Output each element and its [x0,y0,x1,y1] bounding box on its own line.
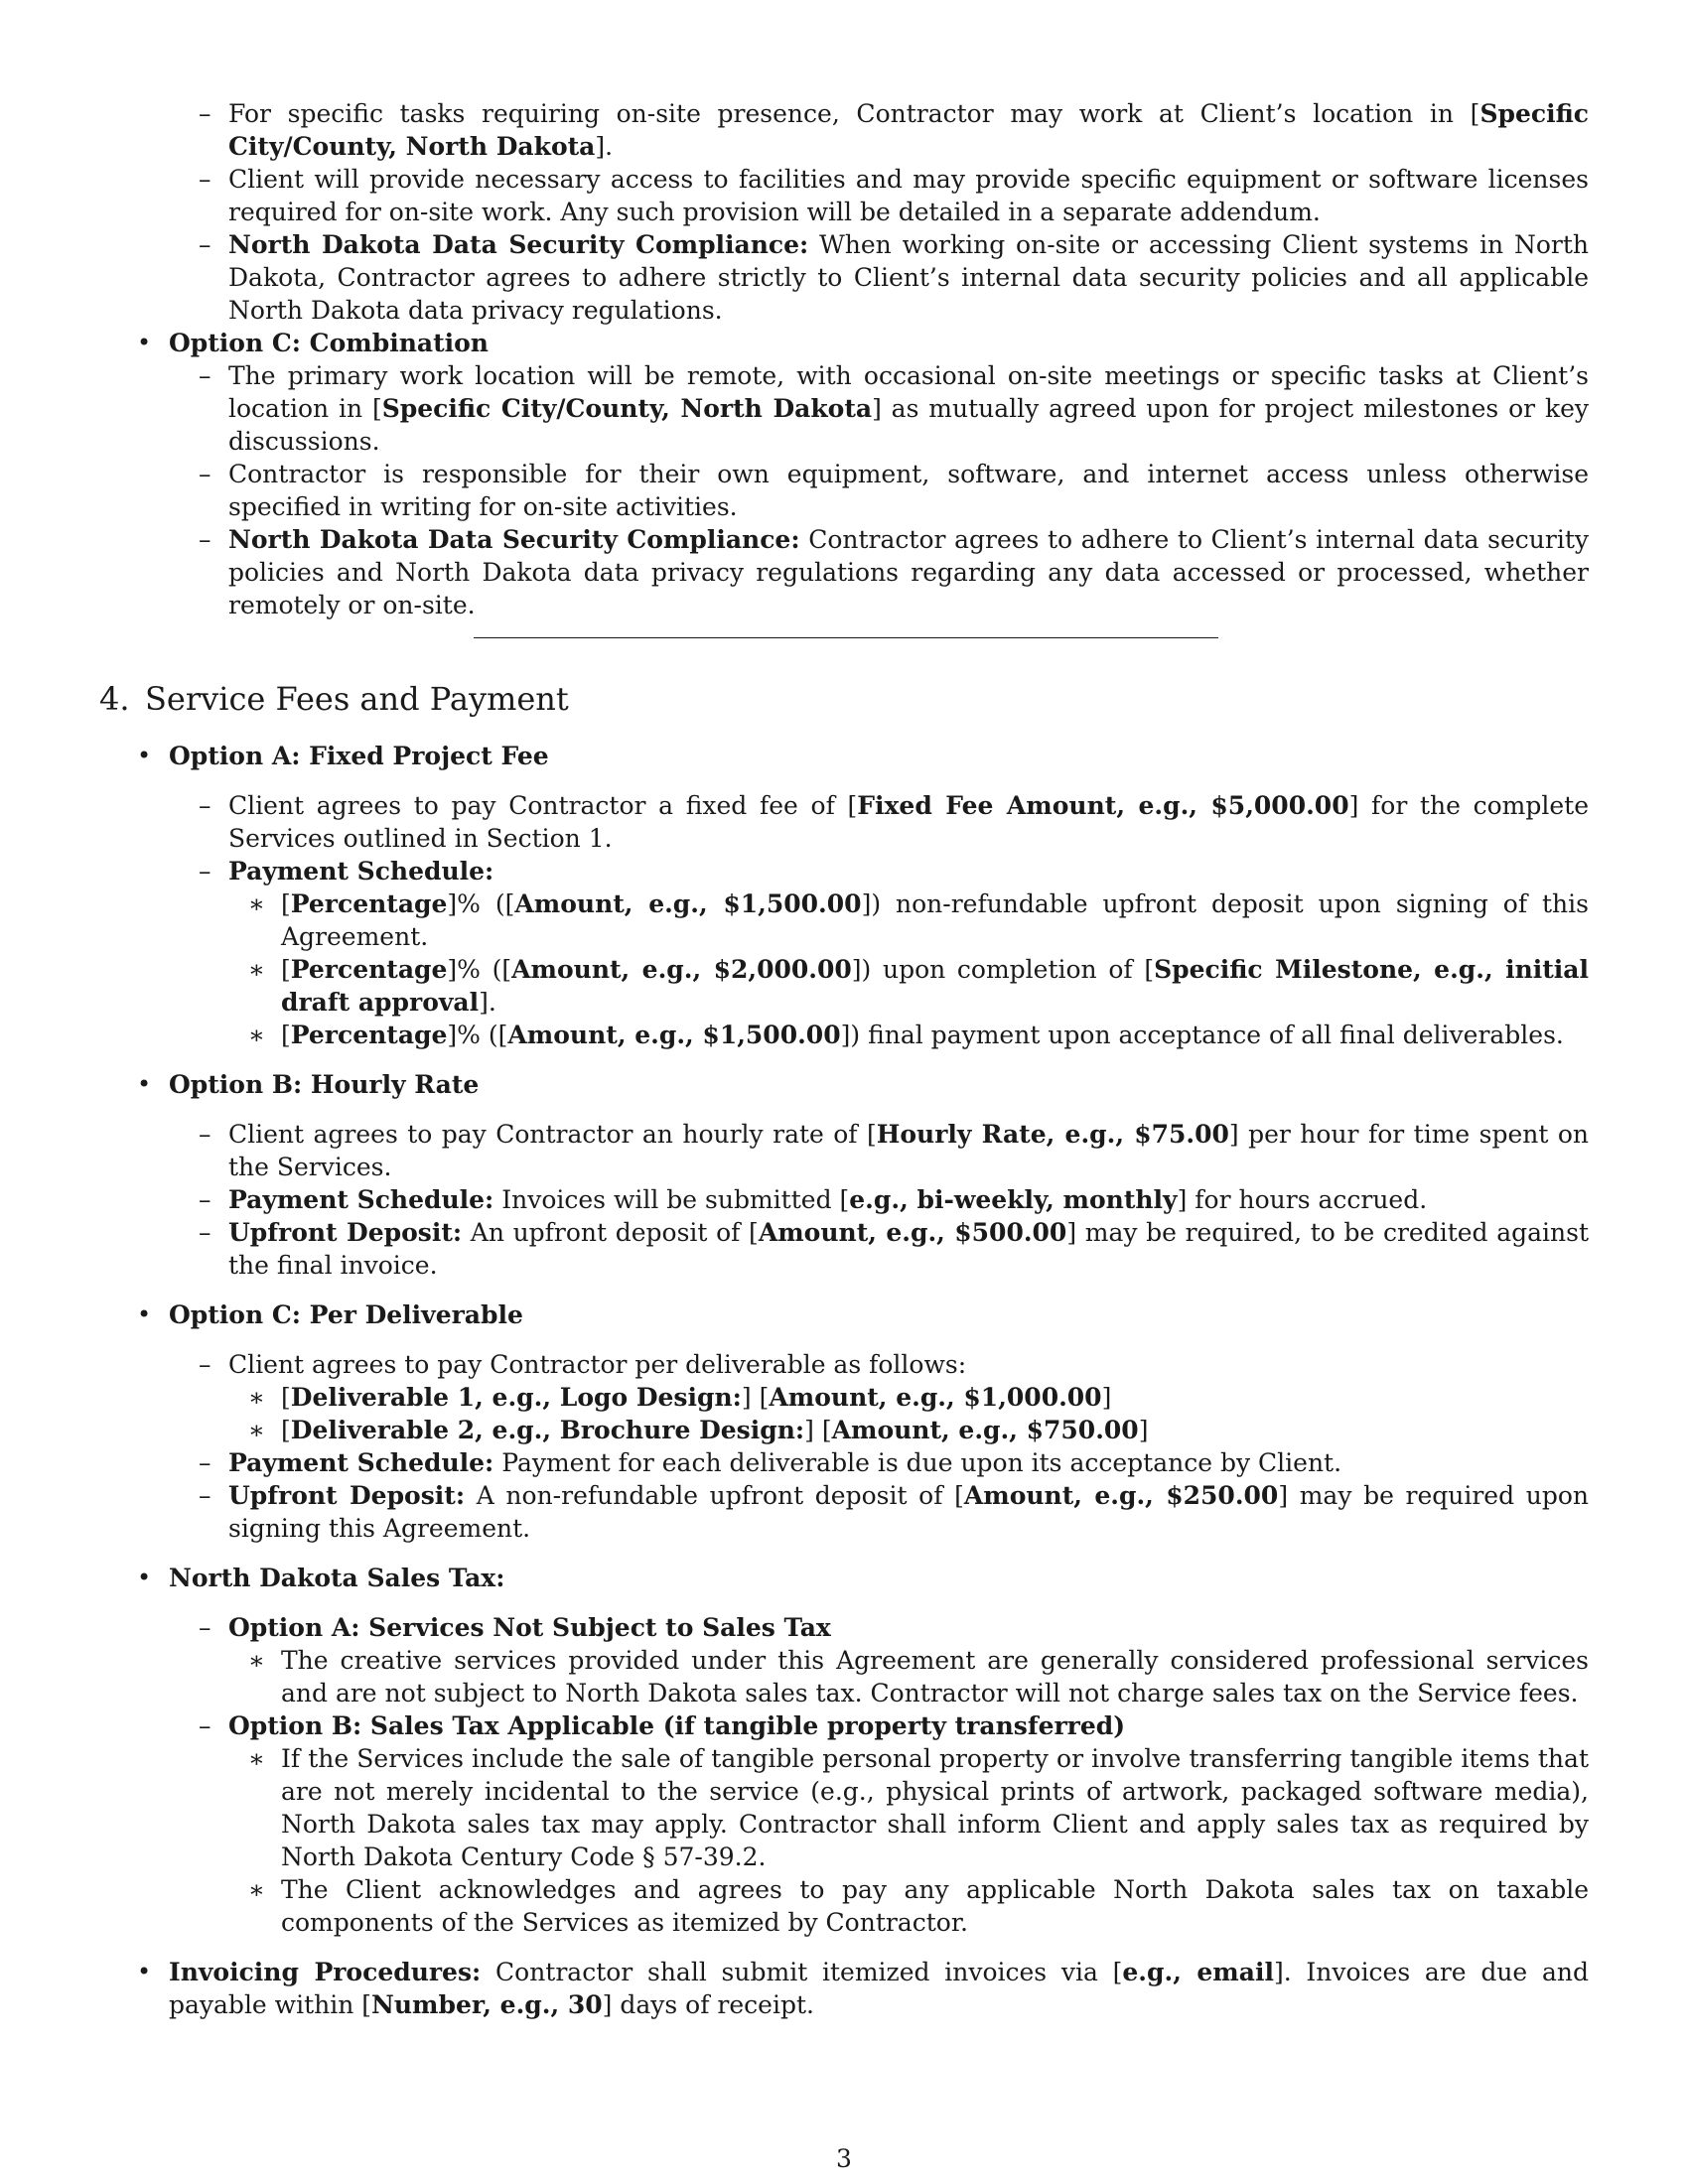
list-item: – Client agrees to pay Contractor an hourly rate of [Hourly Rate, e.g., $75.00] per hour for time spent on the Services. [99,1118,1589,1183]
list-item: ∗ The creative services provided under this Agreement are generally considered professional services and are not subject to North Dakota sales tax. Contractor will not charge sales tax on the Service fees. [99,1644,1589,1709]
section-heading: 4. Service Fees and Payment [99,680,569,718]
option-c-combination: • Option C: Combination [99,327,1589,359]
option-a-fixed-fee: • Option A: Fixed Project Fee [99,740,1589,772]
list-item: – For specific tasks requiring on-site presence, Contractor may work at Client’s location in [Specific City/County, North Dakota]. [99,97,1589,163]
list-item: – Option B: Sales Tax Applicable (if tangible property transferred) [99,1709,1589,1742]
horizontal-divider [474,637,1218,638]
list-item: ∗ [Deliverable 1, e.g., Logo Design:] [Amount, e.g., $1,000.00] [99,1381,1589,1414]
list-item: ∗ [Deliverable 2, e.g., Brochure Design:] [Amount, e.g., $750.00] [99,1414,1589,1446]
list-item: ∗ The Client acknowledges and agrees to pay any applicable North Dakota sales tax on taxable components of the Services as itemized by Contractor. [99,1873,1589,1939]
list-item: ∗ If the Services include the sale of tangible personal property or involve transferring tangible items that are not merely incidental to the service (e.g., physical prints of artwork, packaged software media), North Dakota sales tax may apply. Contractor shall inform Client and apply sales tax as required by North Dakota Century Code § 57-39.2. [99,1742,1589,1873]
list-item: – North Dakota Data Security Compliance: Contractor agrees to adhere to Client’s internal data security policies and North Dakota data privacy regulations regarding any data accessed or processed, whether remotely or on-site. [99,523,1589,621]
north-dakota-sales-tax: • North Dakota Sales Tax: [99,1562,1589,1594]
list-item: – Payment Schedule: Invoices will be submitted [e.g., bi-weekly, monthly] for hours accrued. [99,1183,1589,1216]
option-b-hourly-rate: • Option B: Hourly Rate [99,1068,1589,1101]
list-item: – Upfront Deposit: An upfront deposit of [Amount, e.g., $500.00] may be required, to be credited against the final invoice. [99,1216,1589,1282]
page-number: 3 [836,2144,852,2173]
option-c-per-deliverable: • Option C: Per Deliverable [99,1298,1589,1331]
list-item: – Option A: Services Not Subject to Sales Tax [99,1611,1589,1644]
service-fees-section [99,740,1589,2021]
list-item: – Client agrees to pay Contractor per deliverable as follows: [99,1348,1589,1381]
list-item: – North Dakota Data Security Compliance: When working on-site or accessing Client systems in North Dakota, Contractor agrees to adhere strictly to Client’s internal data security policies and all applicable North Dakota data privacy regulations. [99,228,1589,327]
list-item: – The primary work location will be remote, with occasional on-site meetings or specific tasks at Client’s location in [Specific City/County, North Dakota] as mutually agreed upon for project milestones or key discussions. [99,359,1589,458]
list-item: – Client will provide necessary access to facilities and may provide specific equipment or software licenses required for on-site work. Any such provision will be detailed in a separate addendum. [99,163,1589,228]
invoicing-procedures: • Invoicing Procedures: Contractor shall submit itemized invoices via [e.g., email]. Invoices are due and payable within [Number, e.g., 30] days of receipt. [99,1956,1589,2021]
list-item: – Client agrees to pay Contractor a fixed fee of [Fixed Fee Amount, e.g., $5,000.00] for the complete Services outlined in Section 1. [99,789,1589,855]
list-item: – Contractor is responsible for their own equipment, software, and internet access unless otherwise specified in writing for on-site activities. [99,458,1589,523]
list-item: ∗ [Percentage]% ([Amount, e.g., $1,500.00]) final payment upon acceptance of all final deliverables. [99,1019,1589,1051]
list-item: ∗ [Percentage]% ([Amount, e.g., $1,500.00]) non-refundable upfront deposit upon signing of this Agreement. [99,887,1589,953]
list-item: – Upfront Deposit: A non-refundable upfront deposit of [Amount, e.g., $250.00] may be required upon signing this Agreement. [99,1479,1589,1545]
work-location-continued [99,97,1589,621]
list-item: ∗ [Percentage]% ([Amount, e.g., $2,000.00]) upon completion of [Specific Milestone, e.g., initial draft approval]. [99,953,1589,1019]
list-item: – Payment Schedule: Payment for each deliverable is due upon its acceptance by Client. [99,1446,1589,1479]
list-item: – Payment Schedule: [99,855,1589,887]
